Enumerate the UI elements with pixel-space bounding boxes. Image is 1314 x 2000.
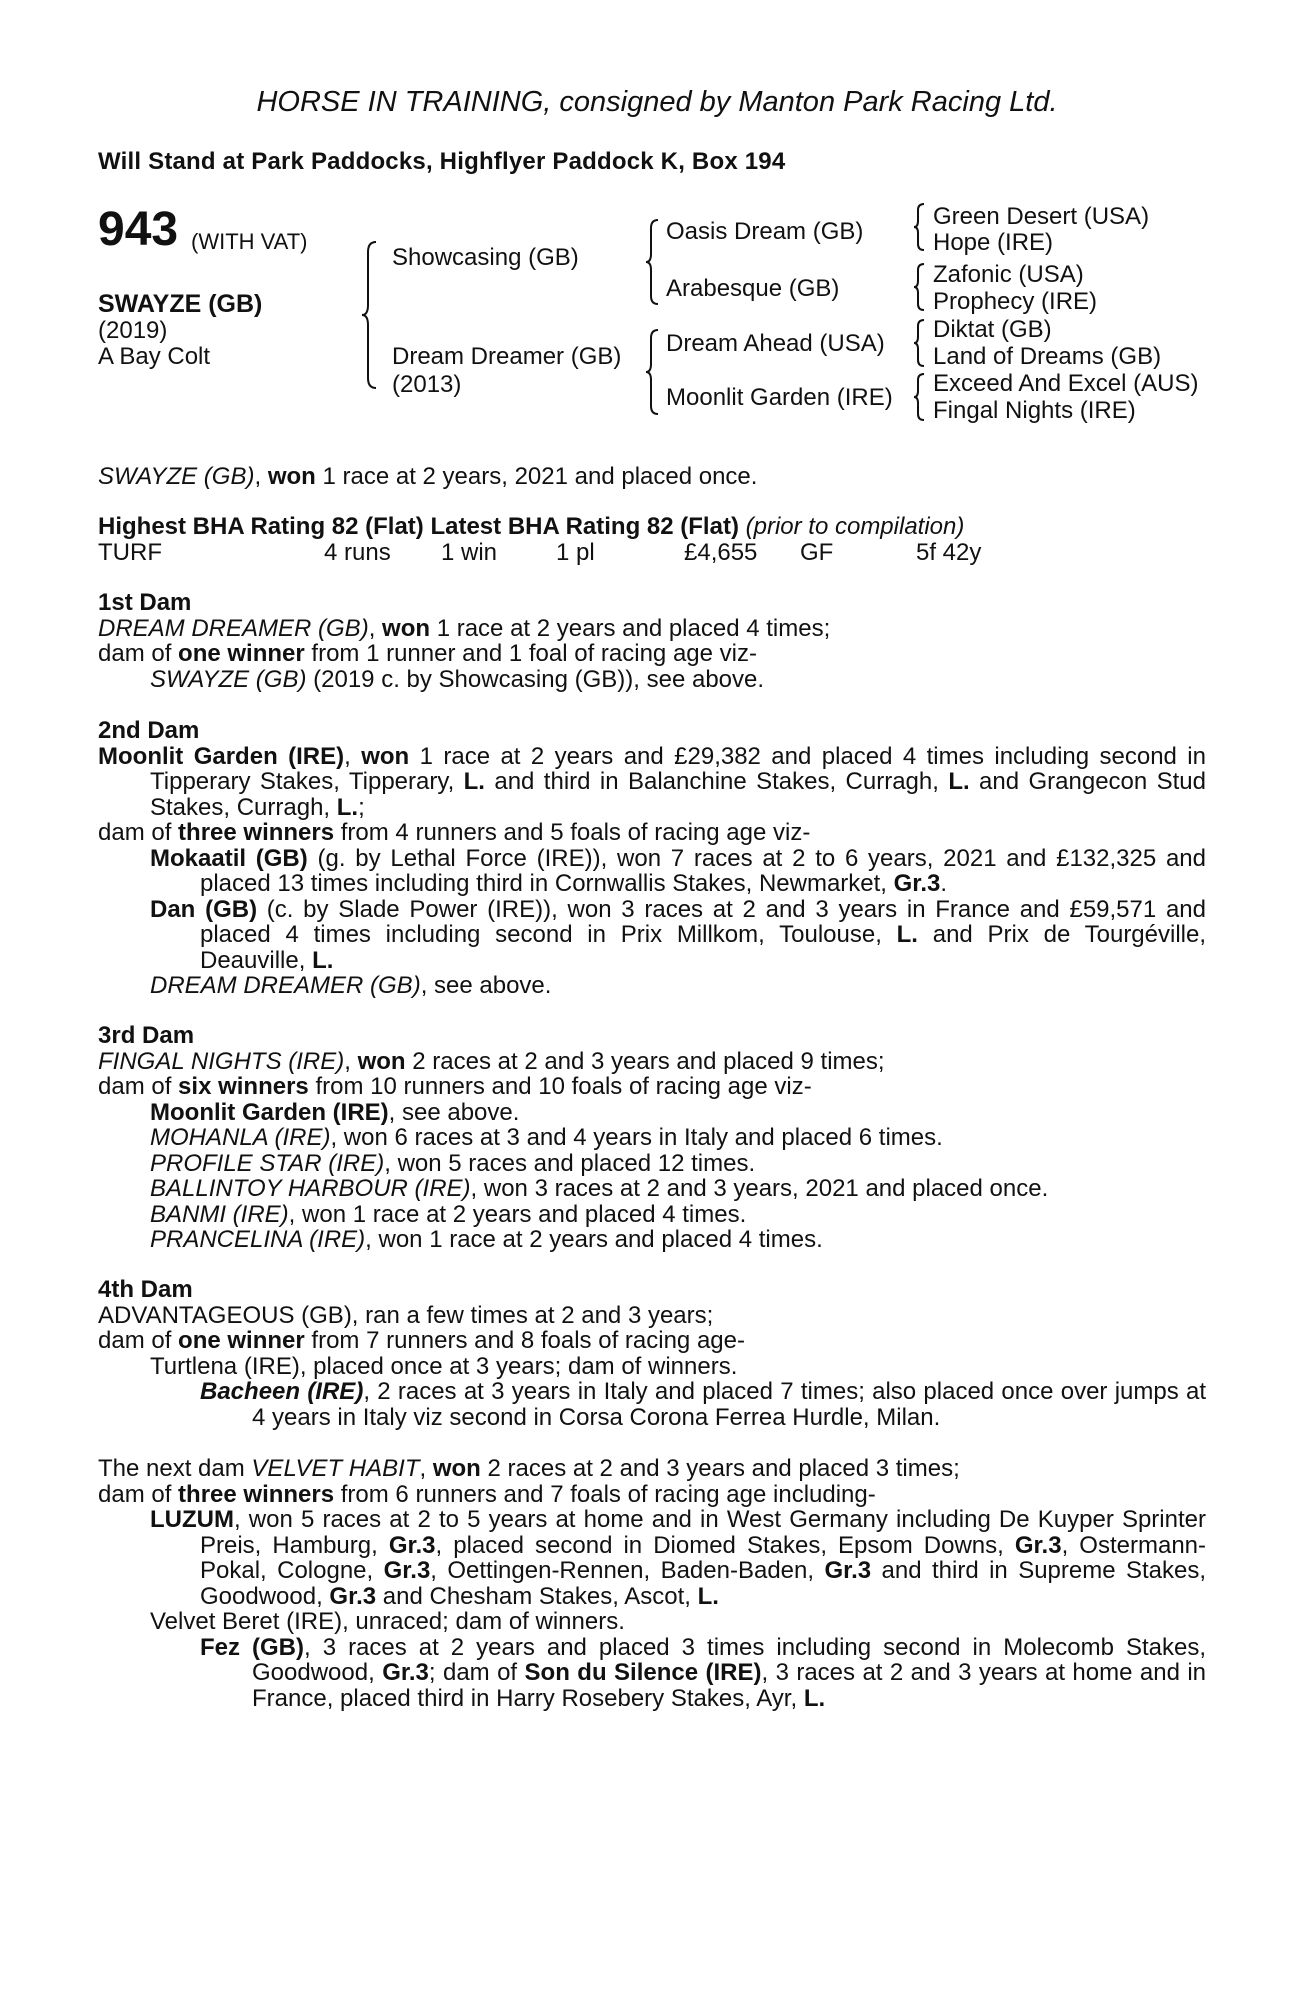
next-dam-record: 2 races at 2 and 3 years and placed 3 times; (480, 1455, 960, 1482)
first-dam-produce-post: from 1 runner and 1 foal of racing age viz- (304, 640, 757, 667)
third-dam-progeny-text: , won 5 races and placed 12 times. (384, 1149, 756, 1177)
turf-placed: 1 pl (556, 539, 595, 566)
pedigree-brace-g1 (912, 202, 928, 252)
third-dam-winners: six winners (178, 1073, 309, 1100)
first-dam-won: won (382, 614, 431, 642)
pedigree-brace-g4 (912, 372, 928, 422)
pedigree-g5: Diktat (GB) (933, 316, 1052, 343)
third-dam-progeny-text: , won 1 race at 2 years and placed 4 times. (288, 1200, 747, 1228)
page-title: HORSE IN TRAINING, consigned by Manton Park Racing Ltd. (256, 86, 1058, 118)
summary-won: won (267, 463, 316, 490)
next-dam-greatgrandprogeny-name: Son du Silence (IRE) (524, 1659, 762, 1686)
fourth-dam-section (98, 1277, 1206, 1430)
pedigree-g4: Prophecy (IRE) (933, 288, 1098, 315)
rating-highest: Highest BHA Rating 82 (Flat) Latest BHA Rating 82 (Flat) (98, 513, 739, 540)
pedigree-dam: Dream Dreamer (GB) (392, 343, 622, 370)
third-dam-progeny-name: Moonlit Garden (IRE) (150, 1098, 389, 1126)
next-dam-produce-post: from 6 runners and 7 foals of racing age including- (334, 1480, 876, 1508)
stand-location: Will Stand at Park Paddocks, Highflyer Paddock K, Box 194 (98, 148, 786, 175)
pedigree-sire: Showcasing (GB) (392, 244, 579, 271)
second-dam-progeny-text: , see above. (420, 972, 552, 999)
next-dam-name: VELVET HABIT (251, 1455, 420, 1482)
second-dam-progeny-text: and Prix de Tourgéville, Deauville, (200, 921, 1207, 974)
listed-badge: L. (312, 946, 334, 974)
listed-badge: L. (948, 768, 970, 795)
third-dam-progeny-text: , won 1 race at 2 years and placed 4 times. (365, 1226, 823, 1253)
pedigree-g1: Green Desert (USA) (933, 203, 1150, 230)
first-dam-winners: one winner (178, 640, 305, 667)
next-dam-progeny-name: LUZUM (150, 1506, 234, 1533)
fourth-dam-winners: one winner (178, 1327, 305, 1354)
third-dam-produce-pre: dam of (98, 1073, 179, 1100)
third-dam-name: FINGAL NIGHTS (IRE) (98, 1047, 345, 1075)
pedigree-dam-sire: Dream Ahead (USA) (666, 330, 885, 357)
group-badge: Gr.3 (1014, 1531, 1062, 1559)
third-dam-progeny-name: BANMI (IRE) (150, 1200, 289, 1228)
third-dam-progeny-name: BALLINTOY HARBOUR (IRE) (150, 1175, 471, 1202)
pedigree-g8: Fingal Nights (IRE) (933, 397, 1136, 424)
pedigree-brace-main (360, 240, 380, 390)
second-dam-produce-pre: dam of (98, 819, 179, 846)
fourth-dam-produce-post: from 7 runners and 8 foals of racing age- (304, 1327, 745, 1354)
next-dam-grandprogeny-text: , 3 races at 2 years and placed 3 times including second in Molecomb Stakes, Goodwood, (252, 1633, 1206, 1686)
second-dam-heading: 2nd Dam (98, 717, 200, 744)
second-dam-progeny-end: . (940, 870, 948, 897)
turf-runs: 4 runs (324, 539, 391, 566)
pedigree-brace-g2 (912, 262, 928, 312)
second-dam-record-end: ; (358, 793, 365, 821)
second-dam-progeny-text: (g. by Lethal Force (IRE)), won 7 races at 2 to 6 years, 2021 and £132,325 and placed 13 times including third in Cornwallis Stakes, Newmarket, (200, 844, 1206, 897)
pedigree-sire-sire: Oasis Dream (GB) (666, 218, 864, 245)
fourth-dam-heading: 4th Dam (98, 1276, 193, 1303)
pedigree-brace-dam (644, 328, 662, 416)
next-dam-progeny: Velvet Beret (IRE), unraced; dam of winners. (150, 1608, 625, 1635)
fourth-dam-progeny: Turtlena (IRE), placed once at 3 years; dam of winners. (150, 1352, 738, 1380)
next-dam-progeny-text: and Chesham Stakes, Ascot, (376, 1582, 698, 1610)
rating-line (98, 514, 964, 540)
next-dam-grandprogeny-name: Fez (GB) (200, 1633, 305, 1661)
third-dam-progeny-name: MOHANLA (IRE) (150, 1124, 331, 1151)
next-dam-progeny-text: , placed second in Diomed Stakes, Epsom Downs, (435, 1531, 1015, 1559)
turf-going: GF (800, 539, 834, 566)
fourth-dam-record: ADVANTAGEOUS (GB), ran a few times at 2 and 3 years; (98, 1301, 714, 1329)
pedigree-dam-year: (2013) (392, 371, 462, 398)
vat-label: (WITH VAT) (191, 229, 308, 254)
first-dam-produce-pre: dam of (98, 640, 179, 667)
second-dam-progeny-name: DREAM DREAMER (GB) (150, 972, 421, 999)
second-dam-section: 2nd Dam Moonlit Garden (IRE), won 1 race at 2 years and £29,382 and placed 4 times including second in Tipperary Stakes, Tipperary, L. and third in Balanchine Stakes, Curragh, L. and Grangecon Stud Stakes, Curragh, L.; dam of three winners from 4 runners and 5 foals of racing age viz- Mokaatil (GB) (g. by Lethal Force (IRE)), won 7 races at 2 to 6 years, 2021 and £132,325 and placed 13 times including third in Cornwallis Stakes, Newmarket, Gr.3. Dan (GB) (c. by Slade Power (IRE)), won 3 races at 2 and 3 years in France and £59,571 and placed 4 times including second in Prix Millkom, Toulouse, L. and Prix de Tourgéville, Deauville, L. DREAM DREAMER (GB), see above. (98, 717, 1207, 999)
second-dam-won: won (361, 742, 410, 770)
first-dam-heading: 1st Dam (98, 589, 192, 616)
third-dam-progeny-text: , see above. (388, 1098, 520, 1126)
race-summary: SWAYZE (GB), won 1 race at 2 years, 2021 and placed once. (98, 463, 758, 490)
pedigree-brace-g3 (912, 318, 928, 368)
pedigree-sire-dam: Arabesque (GB) (666, 275, 840, 302)
first-dam-section: 1st Dam DREAM DREAMER (GB), won 1 race at 2 years and placed 4 times; dam of one winner from 1 runner and 1 foal of racing age viz- SWAYZE (GB) (2019 c. by Showcasing (GB)), see above. (98, 590, 1206, 692)
first-dam-record: 1 race at 2 years and placed 4 times; (430, 614, 831, 642)
next-dam-produce-pre: dam of (98, 1480, 179, 1508)
turf-earnings: £4,655 (684, 539, 758, 566)
listed-badge: L. (803, 1684, 826, 1712)
pedigree-g6: Land of Dreams (GB) (933, 343, 1162, 370)
next-dam-section (98, 1456, 1206, 1711)
second-dam-progeny-name: Mokaatil (GB) (150, 844, 308, 872)
listed-badge: L. (336, 793, 359, 821)
group-badge: Gr.3 (824, 1557, 872, 1584)
first-dam-foal-text: (2019 c. by Showcasing (GB)), see above. (306, 665, 765, 693)
third-dam-progeny-text: , won 3 races at 2 and 3 years, 2021 and placed once. (470, 1175, 1049, 1202)
turf-surface: TURF (98, 539, 162, 566)
third-dam-progeny-name: PRANCELINA (IRE) (150, 1226, 366, 1253)
summary-name: SWAYZE (GB) (98, 463, 255, 490)
second-dam-progeny-text: (c. by Slade Power (IRE)), won 3 races at 2 and 3 years in France and £59,571 and placed 4 times including second in Prix Millkom, Toulouse, (200, 895, 1206, 948)
pedigree-brace-sire (644, 218, 662, 306)
next-dam-pre: The next dam (98, 1455, 252, 1482)
second-dam-winners: three winners (178, 819, 335, 846)
listed-badge: L. (896, 921, 918, 948)
third-dam-progeny-text: , won 6 races at 3 and 4 years in Italy and placed 6 times. (330, 1124, 943, 1151)
second-dam-progeny-name: Dan (GB) (150, 895, 258, 923)
year-of-birth: (2019) (98, 317, 168, 344)
third-dam-won: won (357, 1047, 406, 1075)
fourth-dam-grandprogeny-text: , 2 races at 3 years in Italy and placed 7 times; also placed once over jumps at 4 years in Italy viz second in Corsa Corona Ferrea Hurdle, Milan. (252, 1378, 1206, 1431)
third-dam-section: 3rd Dam FINGAL NIGHTS (IRE), won 2 races at 2 and 3 years and placed 9 times; dam of six winners from 10 runners and 10 foals of racing age viz- Moonlit Garden (IRE), see above. MOHANLA (IRE), won 6 races at 3 and 4 years in Italy and placed 6 times. PROFILE STAR (IRE), won 5 races and placed 12 times. BALLINTOY HARBOUR (IRE), won 3 races at 2 and 3 years, 2021 and placed once. BANMI (IRE), won 1 race at 2 years and placed 4 times. PRANCELINA (IRE), won 1 race at 2 years and placed 4 times. (98, 1023, 1206, 1253)
second-dam-name: Moonlit Garden (IRE) (98, 742, 345, 770)
listed-badge: L. (463, 768, 485, 795)
turf-wins: 1 win (441, 539, 498, 566)
next-dam-progeny-text: , Oettingen-Rennen, Baden-Baden, (430, 1557, 825, 1584)
group-badge: Gr.3 (383, 1557, 431, 1584)
next-dam-progeny-text: and third in Supreme Stakes, Goodwood, (200, 1557, 1207, 1610)
second-dam-record-c: and Grangecon Stud Stakes, Curragh, (150, 768, 1207, 821)
first-dam-foal-name: SWAYZE (GB) (150, 665, 307, 693)
fourth-dam-produce-pre: dam of (98, 1327, 179, 1354)
next-dam-grandprogeny-text: , 3 races at 2 and 3 years at home and in France, placed third in Harry Rosebery Stakes, Ayr, (252, 1659, 1207, 1712)
turf-distance: 5f 42y (916, 539, 982, 566)
pedigree-g7: Exceed And Excel (AUS) (933, 370, 1199, 397)
summary-text: 1 race at 2 years, 2021 and placed once. (315, 463, 758, 490)
pedigree-g2: Hope (IRE) (933, 229, 1054, 256)
horse-name: SWAYZE (GB) (98, 290, 263, 318)
group-badge: Gr.3 (893, 870, 941, 897)
lot-number: 943 (98, 203, 179, 256)
pedigree-g3: Zafonic (USA) (933, 261, 1084, 288)
third-dam-progeny-name: PROFILE STAR (IRE) (150, 1149, 385, 1177)
fourth-dam-grandprogeny-name: Bacheen (IRE) (200, 1378, 364, 1405)
group-badge: Gr.3 (382, 1659, 429, 1686)
third-dam-heading: 3rd Dam (98, 1022, 195, 1049)
next-dam-winners: three winners (178, 1480, 335, 1508)
next-dam-won: won (432, 1455, 481, 1482)
rating-note: (prior to compilation) (745, 513, 965, 540)
second-dam-produce-post: from 4 runners and 5 foals of racing age viz- (334, 819, 811, 846)
third-dam-produce-post: from 10 runners and 10 foals of racing age viz- (308, 1073, 812, 1100)
pedigree-dam-dam: Moonlit Garden (IRE) (666, 384, 893, 411)
group-badge: Gr.3 (329, 1582, 377, 1610)
next-dam-progeny-text: , won 5 races at 2 to 5 years at home and in West Germany including De Kuyper Sprinter Preis, Hamburg, (200, 1506, 1206, 1559)
next-dam-sep: , (419, 1455, 433, 1482)
second-dam-record-a: 1 race at 2 years and £29,382 and placed 4 times including second in Tipperary Stakes, Tipperary, (150, 742, 1206, 795)
next-dam-progeny-text: , Ostermann-Pokal, Cologne, (200, 1531, 1207, 1584)
first-dam-name: DREAM DREAMER (GB) (98, 614, 369, 642)
listed-badge: L. (697, 1582, 719, 1610)
second-dam-record-b: and third in Balanchine Stakes, Curragh, (484, 768, 949, 795)
colour-sex: A Bay Colt (98, 343, 211, 370)
next-dam-grandprogeny-text: ; dam of (428, 1659, 525, 1686)
third-dam-record: 2 races at 2 and 3 years and placed 9 times; (405, 1047, 885, 1075)
group-badge: Gr.3 (388, 1531, 436, 1559)
